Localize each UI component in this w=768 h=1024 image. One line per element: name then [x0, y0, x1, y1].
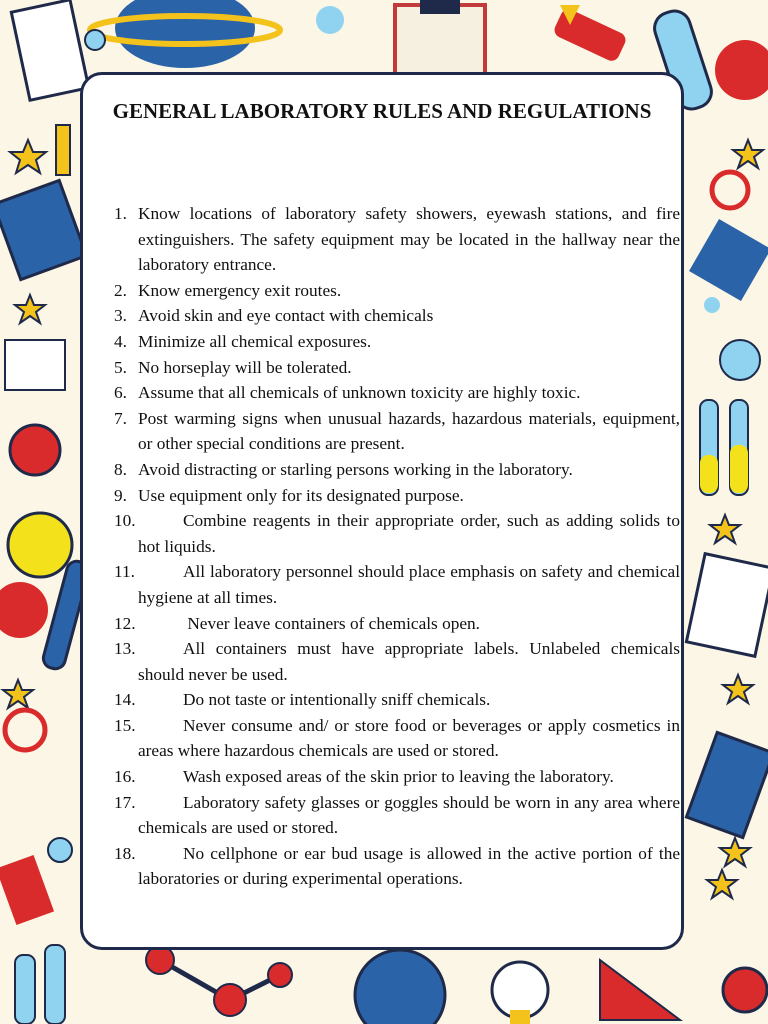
- rule-item: [114, 841, 680, 892]
- rule-item: [114, 636, 680, 687]
- rule-number: 6.: [114, 383, 127, 403]
- paper-icon: [11, 0, 88, 100]
- rule-number: 5.: [114, 357, 127, 377]
- rule-text: Wash exposed areas of the skin prior to leaving the laboratory.: [183, 767, 614, 787]
- rule-number: 16.: [114, 767, 136, 787]
- globe-icon: [355, 950, 445, 1024]
- magnet-icon: [552, 7, 628, 64]
- rule-item: [114, 559, 680, 610]
- rule-item: [114, 483, 680, 509]
- planet-icon: [115, 0, 255, 68]
- rule-text: Avoid skin and eye contact with chemicals: [138, 306, 434, 326]
- rule-item: [114, 406, 680, 457]
- rule-item: [114, 201, 680, 278]
- page-title: GENERAL LABORATORY RULES AND REGULATIONS: [112, 99, 652, 123]
- clipboard-icon: [395, 5, 485, 75]
- rule-text: Minimize all chemical exposures.: [138, 331, 372, 351]
- molecule-icon: [146, 946, 174, 974]
- rule-item: [114, 611, 680, 637]
- rule-item: [114, 687, 680, 713]
- flask-icon: [715, 40, 768, 100]
- rule-number: 1.: [114, 204, 127, 223]
- rule-text: Post warming signs when unusual hazards, hazardous materials, equipment, or other special conditions are present.: [138, 408, 680, 454]
- rule-item: [114, 355, 680, 381]
- rule-text: Never consume and/ or store food or beverages or apply cosmetics in areas where hazardous chemicals are used or stored.: [138, 715, 680, 761]
- rule-number: 14.: [114, 690, 136, 710]
- rule-item: [114, 764, 680, 790]
- rule-text: Use equipment only for its designated purpose.: [138, 485, 464, 505]
- rule-text: Know locations of laboratory safety showers, eyewash stations, and fire extinguishers. The safety equipment may be located in the hallway near the laboratory entrance.: [138, 204, 680, 275]
- rule-text: Combine reagents in their appropriate order, such as adding solids to hot liquids.: [138, 511, 680, 556]
- rule-text: All containers must have appropriate labels. Unlabeled chemicals should never be used.: [138, 639, 680, 684]
- rule-number: 11.: [114, 562, 135, 582]
- rule-item: [114, 380, 680, 406]
- rule-number: 18.: [114, 843, 136, 863]
- rule-text: Do not taste or intentionally sniff chemicals.: [183, 690, 491, 710]
- rules-card: [80, 72, 684, 950]
- rule-number: 9.: [114, 485, 127, 505]
- rule-text: Know emergency exit routes.: [138, 280, 342, 300]
- rule-number: 10.: [114, 511, 136, 531]
- laptop-icon: [0, 180, 87, 279]
- lightbulb-icon: [492, 962, 548, 1018]
- rule-item: [114, 329, 680, 355]
- star-icon: [10, 140, 46, 173]
- rule-text: No horseplay will be tolerated.: [138, 357, 352, 377]
- rule-number: 2.: [114, 280, 127, 300]
- rule-number: 12.: [114, 613, 136, 633]
- rules-list: [114, 201, 680, 892]
- rule-item: [114, 303, 680, 329]
- rule-text: Laboratory safety glasses or goggles should be worn in any area where chemicals are used or stored.: [138, 792, 680, 838]
- rule-number: 3.: [114, 306, 127, 326]
- rule-number: 17.: [114, 792, 136, 812]
- rule-item: [114, 713, 680, 764]
- rule-number: 15.: [114, 715, 136, 735]
- rule-text: Avoid distracting or starling persons working in the laboratory.: [138, 459, 573, 479]
- rule-text: Never leave containers of chemicals open.: [183, 613, 481, 633]
- rule-text: No cellphone or ear bud usage is allowed in the active portion of the laboratories or during experimental operations.: [138, 843, 680, 889]
- rule-item: [114, 278, 680, 304]
- rule-number: 7.: [114, 408, 127, 428]
- rule-number: 13.: [114, 639, 136, 659]
- rule-text: Assume that all chemicals of unknown toxicity are highly toxic.: [138, 383, 581, 403]
- rule-item: [114, 790, 680, 841]
- rule-text: All laboratory personnel should place emphasis on safety and chemical hygiene at all times.: [138, 562, 680, 607]
- rule-number: 8.: [114, 459, 127, 479]
- rule-item: [114, 457, 680, 483]
- rule-item: [114, 508, 680, 559]
- rule-number: 4.: [114, 331, 127, 351]
